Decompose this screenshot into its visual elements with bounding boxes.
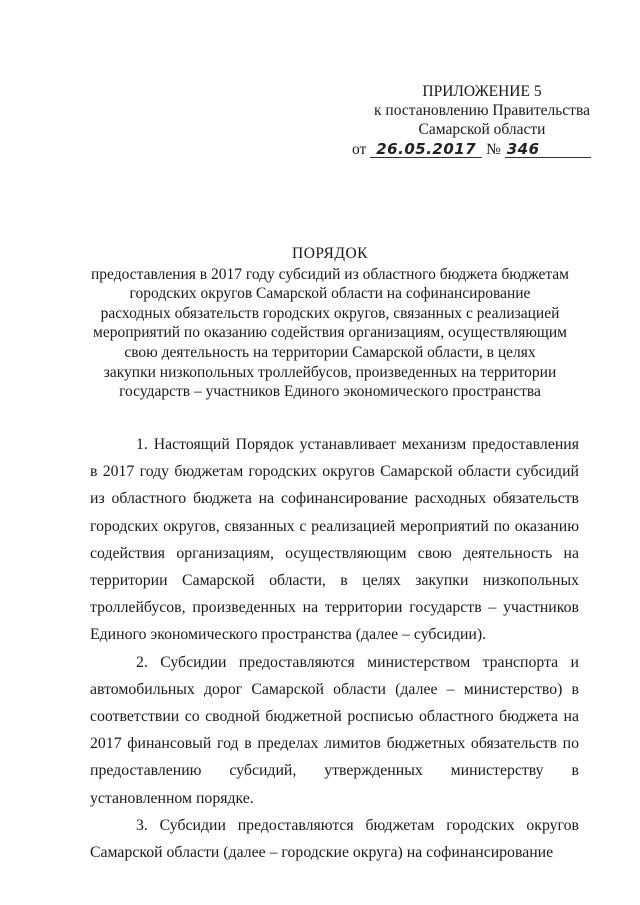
appendix-title: ПРИЛОЖЕНИЕ 5 (422, 83, 542, 100)
appendix-header (352, 82, 612, 159)
appendix-resolution-ref: к постановлению Правительства (374, 102, 590, 119)
handwritten-number: 346 (505, 141, 591, 158)
title-heading: ПОРЯДОК (292, 245, 368, 262)
title-line: свою деятельность на территории Самарской области, в целях (124, 343, 536, 361)
title-line: мероприятий по оказанию содействия организациям, осуществляющим (93, 324, 567, 342)
handwritten-date: 26.05.2017 (370, 141, 482, 158)
title-line: предоставления в 2017 году субсидий из областного бюджета бюджетам (91, 265, 569, 283)
paragraph-3: 3. Субсидии предоставляются бюджетам городских округов Самарской области (далее – городские округа) на софинансирование (90, 816, 579, 862)
paragraph-2: 2. Субсидии предоставляются министерством транспорта и автомобильных дорог Самарской области (далее – министерство) в соответствии со сводной бюджетной росписью областного бюджета на 2017 финансовый год в пределах лимитов бюджетных обязательств по предоставлению субсидий, утвержденных министерству в установленном порядке. (90, 653, 579, 807)
title-line: закупки низкопольных троллейбусов, произведенных на территории (103, 363, 557, 381)
date-prefix: от (352, 141, 367, 158)
paragraph-1: 1. Настоящий Порядок устанавливает механизм предоставления в 2017 году бюджетам городских округов Самарской области субсидий из областного бюджета на софинансирование расходных обязательств городских округов, связанных с реализацией мероприятий по оказанию содействия организациям, осуществляющим свою деятельность на территории Самарской области, в целях закупки низкопольных троллейбусов, произведенных на территории государств – участников Единого экономического пространства (далее – субсидии). (90, 436, 579, 644)
document-body (90, 431, 579, 866)
title-line: расходных обязательств городских округов, связанных с реализацией (100, 304, 560, 322)
appendix-date-line (352, 140, 612, 159)
title-line: городских округов Самарской области на софинансирование (129, 285, 531, 303)
title-line: государств – участников Единого экономического пространства (119, 383, 541, 401)
appendix-region: Самарской области (418, 121, 546, 138)
document-title (70, 244, 590, 402)
number-prefix: № (486, 141, 501, 158)
